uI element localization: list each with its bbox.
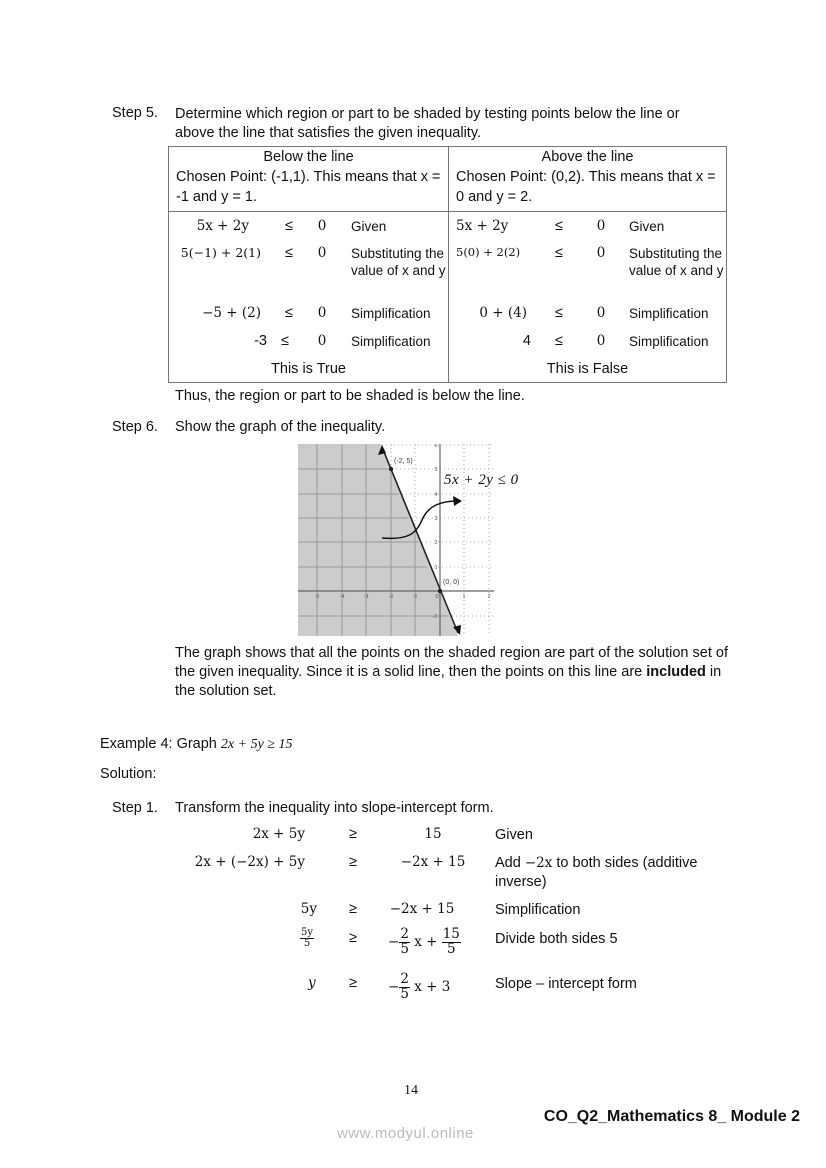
svg-text:-1: -1 (432, 614, 438, 620)
lhs-fraction: $\frac{5y}{5}$ (301, 927, 314, 949)
example4-inequality: 2x + 5y ≥ 15 (220, 737, 293, 752)
below-conclusion: This is True (271, 361, 346, 377)
svg-text:5: 5 (434, 467, 438, 473)
step1-text: Transform the inequality into slope-intercept form. (175, 800, 494, 816)
above-title: Above the line (541, 149, 634, 165)
example4-heading: Example 4: Graph 2x + 5y ≥ 15 (100, 736, 293, 752)
below-header-cell (169, 147, 449, 212)
above-desc: Chosen Point: (0,2). This means that x = 0 and y = 2. (456, 169, 716, 205)
svg-text:0: 0 (435, 594, 439, 600)
step1-label: Step 1. (112, 800, 158, 816)
above-work-cell: 5x + 2y ≤ 0 Given 5(0) + 2(2) ≤ 0 Substituting the value of x and y 0 + (4) ≤ 0 Simplification 4 ≤ 0 Simplification This is False (449, 212, 727, 383)
page-number: 14 (404, 1083, 418, 1098)
svg-text:2: 2 (487, 594, 491, 600)
svg-text:-5: -5 (314, 594, 320, 600)
svg-text:6: 6 (434, 444, 438, 449)
svg-text:-1: -1 (412, 594, 418, 600)
svg-text:1: 1 (462, 594, 466, 600)
point-label-b: (0, 0) (443, 579, 460, 586)
svg-text:-4: -4 (339, 594, 345, 600)
algebra-steps: 2x + 5y ≥ 15 Given 2x + (−2x) + 5y ≥ −2x + 15 Add −2x to both sides (additive inverse) 5y ≥ −2x + 15 Simplification $\frac{5y}{5}$ ≥ − $\frac{2}{5}$ x + $\frac{15}{5}$ Divide both sides 5 y ≥ − $\frac{2}{5}$ x + 3 Slope – intercept form (194, 826, 698, 1002)
below-work-cell: 5x + 2y ≤ 0 Given 5(−1) + 2(1) ≤ 0 Substituting the value of x and y −5 + (2) ≤ 0 Simplification -3 ≤ 0 Simplification This is True (169, 212, 449, 383)
rhs-expression-final: − $\frac{2}{5}$ x + 3 (388, 971, 451, 1002)
svg-text:3: 3 (434, 516, 438, 522)
svg-text:1: 1 (434, 565, 438, 571)
watermark: www.modyul.online (337, 1125, 474, 1142)
step5-thus: Thus, the region or part to be shaded is below the line. (175, 388, 525, 404)
step6-text: Show the graph of the inequality. (175, 419, 386, 435)
step5-text: Determine which region or part to be shaded by testing points below the line or above the line that satisfies the given inequality. (175, 106, 680, 141)
above-conclusion: This is False (546, 361, 629, 377)
step6-label: Step 6. (112, 419, 158, 435)
above-header-cell (449, 147, 727, 212)
point-label-a: (-2, 5) (394, 458, 413, 465)
module-footer: CO_Q2_Mathematics 8_ Module 2 (543, 1108, 800, 1125)
included-emphasis: included (646, 664, 706, 680)
rhs-expression: − $\frac{2}{5}$ x + $\frac{15}{5}$ (388, 926, 460, 957)
step5-label: Step 5. (112, 105, 158, 121)
below-desc: Chosen Point: (-1,1). This means that x = -1 and y = 1. (176, 169, 441, 205)
step6-explanation: The graph shows that all the points on the shaded region are part of the solution set of the given inequality. Since it is a solid line, then the points on this line are included in the solution set. (175, 645, 728, 699)
below-title: Below the line (263, 149, 354, 165)
solution-label: Solution: (100, 766, 157, 782)
svg-text:-3: -3 (363, 594, 369, 600)
graph-inequality-label: 5x + 2y ≤ 0 (444, 472, 519, 488)
svg-text:-2: -2 (388, 594, 394, 600)
svg-text:2: 2 (434, 540, 438, 546)
svg-text:4: 4 (434, 492, 438, 498)
test-point-table (168, 146, 727, 383)
